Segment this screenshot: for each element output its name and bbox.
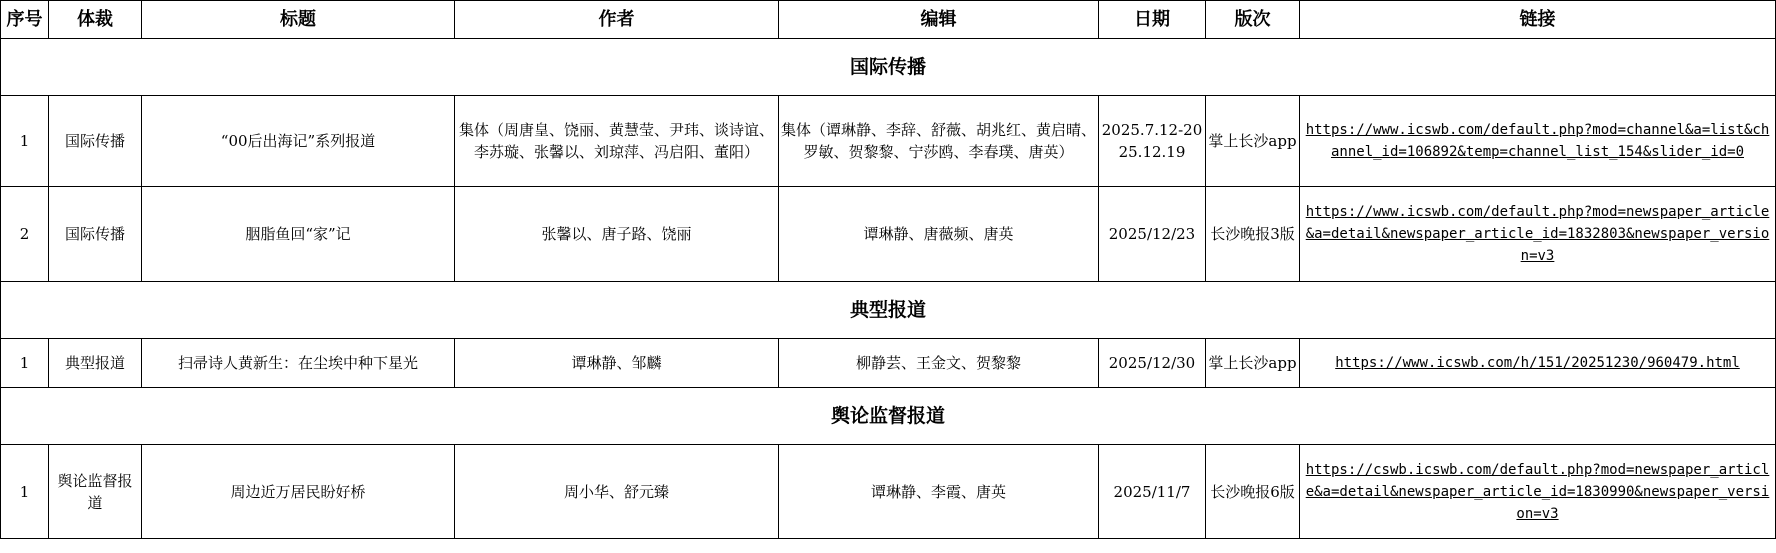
header-edition: 版次 (1206, 1, 1300, 39)
cell-genre: 典型报道 (49, 339, 142, 388)
cell-genre: 舆论监督报道 (49, 445, 142, 539)
cell-link[interactable]: https://www.icswb.com/default.php?mod=channel&a=list&channel_id=106892&temp=channel_list_154&slider_id=0 (1300, 96, 1776, 187)
cell-authors: 集体（周唐皇、饶丽、黄慧莹、尹玮、谈诗谊、李苏璇、张馨以、刘琼萍、冯启阳、董阳） (455, 96, 779, 187)
cell-no: 1 (1, 96, 49, 187)
header-title: 标题 (142, 1, 455, 39)
cell-link[interactable]: https://www.icswb.com/h/151/20251230/960479.html (1300, 339, 1776, 388)
cell-date: 2025/12/30 (1099, 339, 1206, 388)
cell-edition: 长沙晚报6版 (1206, 445, 1300, 539)
header-no: 序号 (1, 1, 49, 39)
cell-date: 2025.7.12-2025.12.19 (1099, 96, 1206, 187)
cell-title: 扫帚诗人黄新生：在尘埃中种下星光 (142, 339, 455, 388)
header-authors: 作者 (455, 1, 779, 39)
header-editors: 编辑 (779, 1, 1099, 39)
cell-edition: 掌上长沙app (1206, 96, 1300, 187)
cell-link[interactable]: https://cswb.icswb.com/default.php?mod=newspaper_article&a=detail&newspaper_article_id=1830990&newspaper_version=v3 (1300, 445, 1776, 539)
cell-genre: 国际传播 (49, 187, 142, 282)
table-row (1, 339, 1776, 388)
cell-no: 2 (1, 187, 49, 282)
cell-link[interactable]: https://www.icswb.com/default.php?mod=newspaper_article&a=detail&newspaper_article_id=1832803&newspaper_version=v3 (1300, 187, 1776, 282)
header-genre: 体裁 (49, 1, 142, 39)
section-title: 国际传播 (1, 39, 1776, 96)
cell-editors: 柳静芸、王金文、贺黎黎 (779, 339, 1099, 388)
cell-authors: 谭琳静、邹麟 (455, 339, 779, 388)
cell-no: 1 (1, 445, 49, 539)
cell-edition: 长沙晚报3版 (1206, 187, 1300, 282)
cell-editors: 谭琳静、唐薇频、唐英 (779, 187, 1099, 282)
cell-title: 胭脂鱼回“家”记 (142, 187, 455, 282)
cell-authors: 张馨以、唐子路、饶丽 (455, 187, 779, 282)
section-title: 舆论监督报道 (1, 388, 1776, 445)
section-row (1, 282, 1776, 339)
cell-editors: 谭琳静、李霞、唐英 (779, 445, 1099, 539)
table-row (1, 96, 1776, 187)
cell-date: 2025/12/23 (1099, 187, 1206, 282)
table-row (1, 445, 1776, 539)
cell-title: “00后出海记”系列报道 (142, 96, 455, 187)
cell-no: 1 (1, 339, 49, 388)
cell-authors: 周小华、舒元臻 (455, 445, 779, 539)
table-row (1, 187, 1776, 282)
cell-date: 2025/11/7 (1099, 445, 1206, 539)
cell-edition: 掌上长沙app (1206, 339, 1300, 388)
section-row (1, 388, 1776, 445)
cell-genre: 国际传播 (49, 96, 142, 187)
section-title: 典型报道 (1, 282, 1776, 339)
cell-title: 周边近万居民盼好桥 (142, 445, 455, 539)
header-link: 链接 (1300, 1, 1776, 39)
header-row (1, 1, 1776, 39)
section-row (1, 39, 1776, 96)
header-date: 日期 (1099, 1, 1206, 39)
cell-editors: 集体（谭琳静、李辞、舒薇、胡兆红、黄启晴、罗敏、贺黎黎、宁莎鸥、李春璞、唐英） (779, 96, 1099, 187)
